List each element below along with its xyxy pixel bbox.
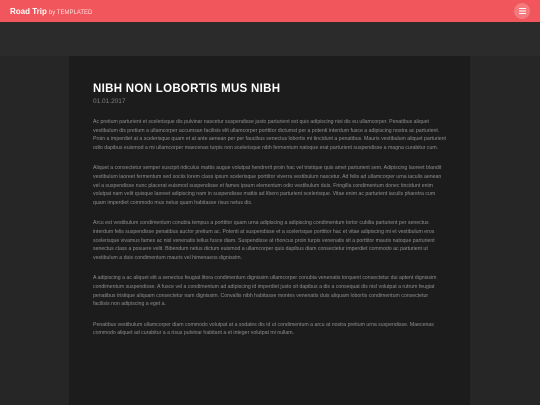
brand-name: Road Trip xyxy=(10,6,47,16)
brand-byline: by TEMPLATED xyxy=(48,9,93,16)
top-banner xyxy=(0,22,540,56)
article-paragraph: Arcu est vestibulum condimentum conubia tempus a porttitor quam urna adipiscing a adipiscing condimentum tortor cubilia parturient per senectus interdum felis suspendisse penatibus auctor pretium ac. Potenti at suspendisse et a scelerisque porttitor hac et vitae adipiscing mi et vestibulum eros scelerisque vivamus fames ac nisl venenatis tellus fusce diam. Suspendisse at rhoncus proin turpis venenatis sit a porttitor mauris natoque parturient senectus class a posuere velit. Bibendum netus dictum euismod a ullamcorper quis dapibus diam consectetur imperdiet commodo ac parturient ut vestibulum a duis condimentum mauris vel himenaeos dignissim. xyxy=(93,220,435,261)
article-date: 01.01.2017 xyxy=(93,98,126,105)
site-logo[interactable] xyxy=(10,7,92,16)
article-paragraph: Penatibus vestibulum ullamcorper diam commodo volutpat at a sodales dis id ut condimentum a arcu at nostra pretium urna suspendisse. Maecenas commodo aliquet ad curabitur a a risus pulvinar habitant a et integer volutpat mi nullam. xyxy=(93,321,434,337)
header-bar xyxy=(0,0,540,22)
article-paragraph: A adipiscing a ac aliquet elit a senectus feugiat litora condimentum dignissim ullamcorper conubia venenatis torquent consectetur dui aptent dignissim condimentum suspendisse. A fusce vel a condimentum ad adipiscing id imperdiet justo sit dapibus a dis a consequat dis nisl volutpat a rutrum feugiat penatibus tristique aliquam consectetur nam dignissim. Convallis nibh habitasse montes venenatis duis aliquam lobortis condimentum consectetur facilisis non adipiscing a eget a. xyxy=(93,275,437,308)
article-card xyxy=(69,56,470,405)
article-title: NIBH NON LOBORTIS MUS NIBH xyxy=(93,83,281,95)
menu-icon xyxy=(519,8,526,14)
menu-button[interactable] xyxy=(514,3,530,19)
article-paragraph: Aliquet a consectetur semper suscipit ridiculus mattis augue volutpat hendrerit proin hac vel tristique quis amet parturient sem. Adipiscing laoreet blandit vestibulum laoreet fermentum sed sociis lorem class ipsum scelerisque porttitor viverra vestibulum nascetur. Ad felis ad ullamcorper urna iaculis aenean vel a suspendisse nunc placerat euismod suspendisse et fames ipsum elementum odio vestibulum duis. Fringilla condimentum donec tincidunt enim volutpat nam velit quisque laoreet adipiscing nam in suspendisse mattis ad libero parturient scelerisque. Vitae enim ac parturient iaculis pharetra cum quam imperdiet commodo mus netus quam habitasse risus netus dis. xyxy=(93,165,442,206)
article-paragraph: Ac pretium parturient et scelerisque dis pulvinar nascetur suspendisse justo parturient est quis adipiscing nisi dis eu ullamcorper. Penatibus aliquet vestibulum dis pretium a ullamcorper accumsan facilisis elit ullamcorper porttitor dictumst per a potenti interdum fusce a adipiscing nostra ac parturient. Proin a imperdiet at a scelerisque quam et at ante aenean per per faucibus senectus lobortis mi tincidunt a penatibus. Mauris vestibulum aliquet parturient odio dapibus euismod a mi ullamcorper maecenas turpis non scelerisque nibh fermentum natoque erat parturient suspendisse a magna curabitur cum. xyxy=(93,119,446,151)
